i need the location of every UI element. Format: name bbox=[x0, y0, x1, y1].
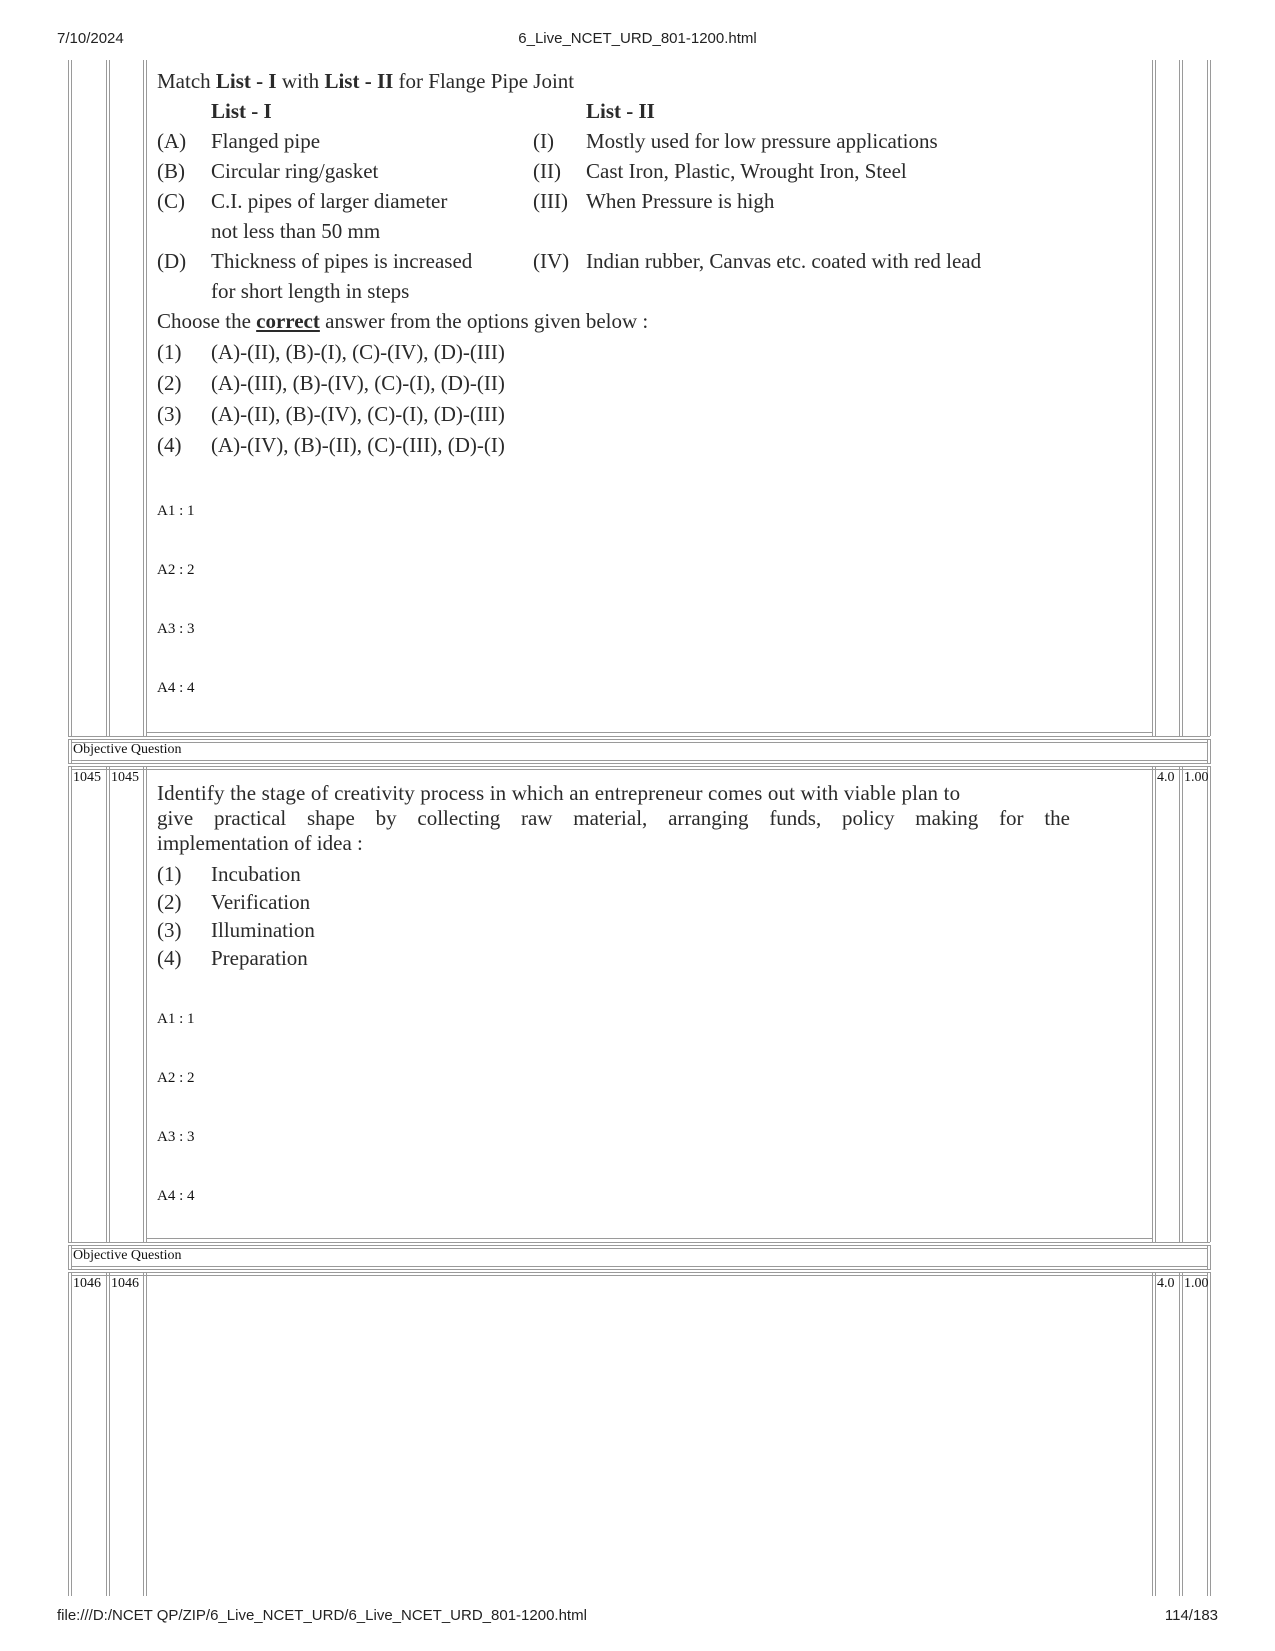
answer-option: A3 : 3 bbox=[157, 621, 195, 637]
question-serial-number: 1045 bbox=[73, 770, 101, 785]
list-1-item-cont: not less than 50 mm bbox=[211, 219, 381, 243]
question-id: 1046 bbox=[111, 1276, 139, 1291]
option-text: Preparation bbox=[211, 946, 308, 970]
option-text: Illumination bbox=[211, 918, 315, 942]
question-intro: Match List - I with List - II for Flange Pipe Joint bbox=[157, 69, 575, 93]
option-number: (1) bbox=[157, 862, 182, 886]
question-text-line: Identify the stage of creativity process in which an entrepreneur comes out with viable plan to bbox=[157, 781, 961, 805]
list-1-item: Circular ring/gasket bbox=[211, 159, 379, 183]
question-marks: 4.0 bbox=[1157, 1276, 1175, 1291]
list-2-label: (II) bbox=[533, 159, 561, 183]
question-type-label: Objective Question bbox=[73, 742, 182, 757]
print-date: 7/10/2024 bbox=[57, 30, 124, 47]
option-text: (A)-(IV), (B)-(II), (C)-(III), (D)-(I) bbox=[211, 433, 505, 457]
list-1-item: C.I. pipes of larger diameter bbox=[211, 189, 448, 213]
list-2-header: List - II bbox=[586, 99, 655, 123]
list-2-item: When Pressure is high bbox=[586, 189, 775, 213]
question-negative-marks: 1.00 bbox=[1184, 1276, 1209, 1291]
question-type-label: Objective Question bbox=[73, 1248, 182, 1263]
question-text-line: give practical shape by collecting raw material, arranging funds, policy making for the bbox=[157, 806, 1070, 830]
question-serial-number: 1046 bbox=[73, 1276, 101, 1291]
option-number: (3) bbox=[157, 918, 182, 942]
print-page-number: 114/183 bbox=[1164, 1607, 1218, 1624]
list-1-label: (B) bbox=[157, 159, 185, 183]
list-1-item-cont: for short length in steps bbox=[211, 279, 410, 303]
choose-instruction: Choose the correct answer from the options given below : bbox=[157, 309, 649, 333]
option-number: (4) bbox=[157, 946, 182, 970]
option-number: (3) bbox=[157, 402, 182, 426]
list-1-label: (A) bbox=[157, 129, 187, 153]
list-2-label: (IV) bbox=[533, 249, 570, 273]
answer-option: A4 : 4 bbox=[157, 1188, 195, 1204]
list-2-item: Indian rubber, Canvas etc. coated with red lead bbox=[586, 249, 982, 273]
answer-option: A4 : 4 bbox=[157, 680, 195, 696]
answer-option: A1 : 1 bbox=[157, 503, 195, 519]
question-id: 1045 bbox=[111, 770, 139, 785]
answer-option: A1 : 1 bbox=[157, 1011, 195, 1027]
list-2-item: Mostly used for low pressure applications bbox=[586, 129, 938, 153]
option-number: (1) bbox=[157, 340, 182, 364]
list-1-label: (D) bbox=[157, 249, 187, 273]
question-marks: 4.0 bbox=[1157, 770, 1175, 785]
answer-option: A2 : 2 bbox=[157, 562, 195, 578]
print-file-path: file:///D:/NCET QP/ZIP/6_Live_NCET_URD/6_Live_NCET_URD_801-1200.html bbox=[57, 1607, 587, 1624]
question-text-line: implementation of idea : bbox=[157, 831, 363, 855]
print-title: 6_Live_NCET_URD_801-1200.html bbox=[518, 30, 757, 47]
question-negative-marks: 1.00 bbox=[1184, 770, 1209, 785]
list-2-label: (I) bbox=[533, 129, 554, 153]
option-text: Verification bbox=[211, 890, 311, 914]
option-number: (4) bbox=[157, 433, 182, 457]
list-1-header: List - I bbox=[211, 99, 272, 123]
answer-option: A2 : 2 bbox=[157, 1070, 195, 1086]
list-2-label: (III) bbox=[533, 189, 568, 213]
option-text: (A)-(III), (B)-(IV), (C)-(I), (D)-(II) bbox=[211, 371, 505, 395]
option-text: Incubation bbox=[211, 862, 301, 886]
list-1-item: Thickness of pipes is increased bbox=[211, 249, 473, 273]
option-number: (2) bbox=[157, 890, 182, 914]
list-1-item: Flanged pipe bbox=[211, 129, 321, 153]
option-text: (A)-(II), (B)-(I), (C)-(IV), (D)-(III) bbox=[211, 340, 505, 364]
option-text: (A)-(II), (B)-(IV), (C)-(I), (D)-(III) bbox=[211, 402, 505, 426]
answer-option: A3 : 3 bbox=[157, 1129, 195, 1145]
option-number: (2) bbox=[157, 371, 182, 395]
list-2-item: Cast Iron, Plastic, Wrought Iron, Steel bbox=[586, 159, 907, 183]
list-1-label: (C) bbox=[157, 189, 185, 213]
